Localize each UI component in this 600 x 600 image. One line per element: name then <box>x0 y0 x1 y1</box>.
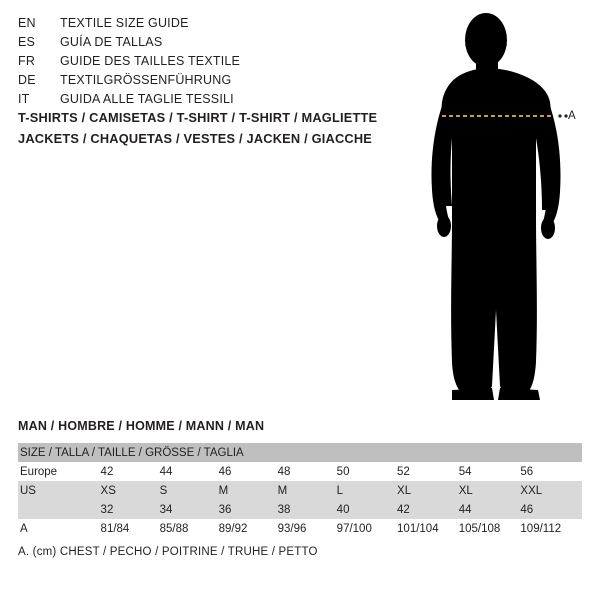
cell: 34 <box>160 500 219 519</box>
size-table <box>18 443 582 538</box>
cell: M <box>219 481 278 500</box>
language-title: GUÍA DE TALLAS <box>60 35 163 49</box>
language-title: GUIDA ALLE TAGLIE TESSILI <box>60 92 234 106</box>
category-tshirts: T-SHIRTS / CAMISETAS / T-SHIRT / T-SHIRT / MAGLIETTE <box>18 110 378 125</box>
language-row <box>18 92 378 111</box>
row-label: US <box>18 481 101 500</box>
cell: 40 <box>337 500 397 519</box>
cell: 42 <box>397 500 459 519</box>
language-row <box>18 54 378 73</box>
row-label <box>18 500 101 519</box>
language-code: FR <box>18 54 36 68</box>
body-silhouette-figure <box>400 10 600 410</box>
cell: XL <box>397 481 459 500</box>
language-title: GUIDE DES TAILLES TEXTILE <box>60 54 241 68</box>
measure-label-a: A <box>568 110 577 122</box>
table-row <box>18 500 582 519</box>
category-list <box>18 110 438 152</box>
language-code: ES <box>18 35 36 49</box>
language-code: EN <box>18 16 36 30</box>
cell: 52 <box>397 462 459 481</box>
cell: 46 <box>520 500 582 519</box>
category-jackets: JACKETS / CHAQUETAS / VESTES / JACKEN / GIACCHE <box>18 131 373 146</box>
cell: 46 <box>219 462 278 481</box>
language-row <box>18 73 378 92</box>
table-row <box>18 481 582 500</box>
cell: XS <box>101 481 160 500</box>
table-header-label: SIZE / TALLA / TAILLE / GRÖSSE / TAGLIA <box>18 443 582 462</box>
cell: 105/108 <box>459 519 521 538</box>
cell: 44 <box>459 500 521 519</box>
cell: 42 <box>101 462 160 481</box>
cell: XXL <box>520 481 582 500</box>
language-row <box>18 16 378 35</box>
cell: 85/88 <box>160 519 219 538</box>
cell: 48 <box>278 462 337 481</box>
gender-title: MAN / HOMBRE / HOMME / MANN / MAN <box>18 419 265 433</box>
cell: 44 <box>160 462 219 481</box>
language-code: IT <box>18 92 30 106</box>
cell: 56 <box>520 462 582 481</box>
language-code: DE <box>18 73 36 87</box>
table-row <box>18 462 582 481</box>
table-header-row <box>18 443 582 462</box>
cell: 109/112 <box>520 519 582 538</box>
table-row <box>18 519 582 538</box>
cell: 36 <box>219 500 278 519</box>
cell: 101/104 <box>397 519 459 538</box>
cell: 32 <box>101 500 160 519</box>
language-title: TEXTILE SIZE GUIDE <box>60 16 189 30</box>
row-label: Europe <box>18 462 101 481</box>
cell: 97/100 <box>337 519 397 538</box>
table-footnote: A. (cm) CHEST / PECHO / POITRINE / TRUHE / PETTO <box>18 546 318 558</box>
cell: L <box>337 481 397 500</box>
cell: 81/84 <box>101 519 160 538</box>
cell: XL <box>459 481 521 500</box>
silhouette-icon <box>400 10 600 410</box>
cell: 93/96 <box>278 519 337 538</box>
language-title: TEXTILGRÖSSENFÜHRUNG <box>60 73 232 87</box>
cell: 54 <box>459 462 521 481</box>
row-label: A <box>18 519 101 538</box>
language-list <box>18 16 378 111</box>
cell: 89/92 <box>219 519 278 538</box>
cell: M <box>278 481 337 500</box>
language-row <box>18 35 378 54</box>
cell: 50 <box>337 462 397 481</box>
cell: 38 <box>278 500 337 519</box>
cell: S <box>160 481 219 500</box>
